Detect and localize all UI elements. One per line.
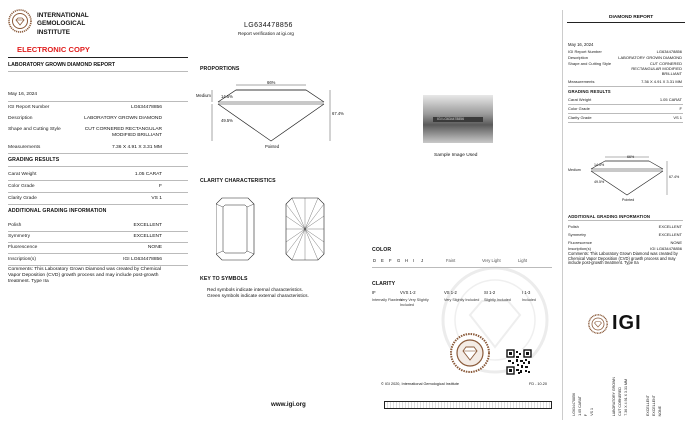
right-additional-0-label: Polish bbox=[568, 224, 579, 229]
proportions-diagram bbox=[196, 74, 346, 154]
institute-line2: GEMOLOGICAL bbox=[37, 20, 86, 28]
color-letter-E: E bbox=[381, 258, 384, 263]
website: www.igi.org bbox=[271, 401, 306, 408]
left-field-2-value: CUT CORNERED RECTANGULAR bbox=[84, 127, 162, 132]
institute-name bbox=[37, 12, 89, 37]
clarity-plot-diagrams bbox=[216, 196, 336, 262]
clarity-char-title: CLARITY CHARACTERISTICS bbox=[200, 178, 276, 184]
right-grading-1-label: Color Grade bbox=[568, 106, 590, 111]
left-field-1-value: LABORATORY GROWN DIAMOND bbox=[84, 116, 162, 121]
institute-line1: INTERNATIONAL bbox=[37, 12, 89, 19]
sample-inscription: IGI LG634478856 bbox=[437, 117, 464, 121]
right-grading-2-label: Clarity Grade bbox=[568, 115, 592, 120]
left-comments: Comments: This Laboratory Grown Diamond was created by Chemical Vapor Deposition (CVD) growth process and may include post-growth treatment. Type IIa bbox=[8, 267, 161, 284]
left-additional-2-label: Fluorescence bbox=[8, 245, 38, 250]
left-grading-0-label: Carat Weight bbox=[8, 172, 37, 177]
left-additional-1-value: EXCELLENT bbox=[133, 234, 162, 239]
left-additional-3-value: IGI LG634478856 bbox=[123, 257, 162, 262]
right-grading-2-value: VS 1 bbox=[673, 115, 682, 120]
right-field-3-value: 7.36 X 4.91 X 3.31 MM bbox=[641, 79, 682, 84]
color-letter-G: G bbox=[397, 258, 401, 263]
right-grading-0 bbox=[568, 97, 682, 102]
report-stub bbox=[572, 344, 687, 416]
color-scale bbox=[372, 257, 552, 266]
igi-round-seal bbox=[450, 333, 490, 373]
right-girdle: Medium bbox=[568, 168, 581, 172]
left-field-2-label: Shape and Cutting Style bbox=[8, 127, 61, 132]
color-letter-H: H bbox=[405, 258, 409, 263]
right-additional-3-value: IGI LG634478856 bbox=[650, 246, 682, 251]
left-field-3-value: MODIFIED BRILLIANT bbox=[111, 133, 162, 138]
left-field-4-value: 7.36 X 4.91 X 3.31 MM bbox=[111, 145, 162, 150]
right-field-1 bbox=[568, 55, 682, 60]
right-additional-0-value: EXCELLENT bbox=[658, 224, 682, 229]
color-group-0: Faint bbox=[446, 258, 456, 263]
left-additional-2-value: NONE bbox=[147, 245, 162, 250]
left-grading-0-value: 1.05 CARAT bbox=[134, 172, 162, 177]
clarity-scale bbox=[372, 290, 552, 314]
right-field-3-label: Measurements bbox=[568, 79, 595, 84]
clarity-desc-2: Very Slightly Included bbox=[444, 298, 480, 302]
left-additional-0-value: EXCELLENT bbox=[133, 223, 162, 228]
stub-text-1-2: 7.36 X 4.91 X 3.31 MM bbox=[624, 379, 628, 416]
clarity-desc-1: Very Very Slightly Included bbox=[400, 298, 429, 307]
stub-text-0-2: F bbox=[584, 413, 588, 416]
clarity-grade-0: IF bbox=[372, 290, 376, 295]
stub-text-2-1: EXCELLENT bbox=[652, 395, 656, 416]
left-field-1-label: Description bbox=[8, 116, 33, 121]
right-field-2-value: CUT CORNERED RECTANGULAR MODIFIED BRILLIANT bbox=[631, 61, 682, 76]
right-grading-1 bbox=[568, 106, 682, 111]
left-grading-2 bbox=[8, 196, 162, 201]
right-date: May 16, 2024 bbox=[568, 42, 594, 47]
left-additional-1-label: Symmetry bbox=[8, 234, 31, 239]
left-grading-2-label: Clarity Grade bbox=[8, 196, 37, 201]
left-additional-3 bbox=[8, 257, 162, 262]
left-field-2 bbox=[8, 127, 162, 132]
stub-text-0-1: 1.05 CARAT bbox=[578, 396, 582, 416]
key-title: KEY TO SYMBOLS bbox=[200, 276, 248, 282]
left-field-1 bbox=[8, 116, 162, 121]
left-additional-3-label: Inscription(s) bbox=[8, 257, 36, 262]
clarity-grade-1: VVS 1-2 bbox=[400, 290, 416, 295]
left-field-4-label: Measurements bbox=[8, 145, 41, 150]
left-field-4 bbox=[8, 145, 162, 150]
report-number-top: LG634478856 bbox=[244, 22, 293, 29]
right-grading-0-value: 1.05 CARAT bbox=[659, 97, 682, 102]
right-field-2 bbox=[568, 61, 682, 76]
right-field-0 bbox=[568, 49, 682, 54]
left-field-0 bbox=[8, 105, 162, 110]
clarity-desc-3: Slightly Included bbox=[484, 298, 511, 302]
right-title: DIAMOND REPORT bbox=[609, 15, 654, 20]
right-pavilion-pct: 49.5% bbox=[594, 180, 605, 184]
qr-code[interactable] bbox=[506, 349, 532, 375]
culet-label: Pointed bbox=[265, 144, 280, 149]
girdle-label: Medium bbox=[196, 93, 211, 98]
color-group-2: Light bbox=[518, 258, 528, 263]
right-additional-3-label: Inscription(s) bbox=[568, 246, 591, 251]
table-pct: 66% bbox=[267, 80, 276, 85]
left-grading-1-value: F bbox=[159, 184, 162, 189]
right-comments: Comments: This Laboratory Grown Diamond was created by Chemical Vapor Deposition (CVD) growth process and may include post-growth treatment. Type IIa bbox=[568, 251, 678, 266]
copyright: © IGI 2020, International Gemological Institute bbox=[381, 382, 459, 386]
color-letter-J: J bbox=[421, 258, 424, 263]
right-field-1-value: LABORATORY GROWN DIAMOND bbox=[618, 55, 682, 60]
right-additional-title: ADDITIONAL GRADING INFORMATION bbox=[568, 214, 651, 219]
right-additional-1 bbox=[568, 232, 682, 237]
igi-seal-icon bbox=[8, 9, 32, 33]
clarity-grade-3: SI 1-2 bbox=[484, 290, 496, 295]
form-code: FD - 10.20 bbox=[529, 382, 547, 386]
report-title: LABORATORY GROWN DIAMOND REPORT bbox=[8, 62, 116, 68]
left-additional-1 bbox=[8, 234, 162, 239]
igi-logo-seal bbox=[8, 9, 32, 33]
left-field-0-label: IGI Report Number bbox=[8, 105, 50, 110]
stub-text-1-1: CUT CORNERED bbox=[618, 387, 622, 416]
key-line1: Red symbols indicate internal characteristics. bbox=[207, 288, 303, 293]
right-grading-2 bbox=[568, 115, 682, 120]
electronic-copy-label: ELECTRONIC COPY bbox=[17, 45, 90, 54]
left-grading-2-value: VS 1 bbox=[151, 196, 162, 201]
right-additional-2 bbox=[568, 240, 682, 245]
verification-text: Report verification at igi.org bbox=[238, 31, 294, 36]
right-culet: Pointed bbox=[622, 198, 635, 202]
left-field-3 bbox=[8, 133, 162, 138]
left-field-0-value: LG634478856 bbox=[130, 105, 162, 110]
right-additional-0 bbox=[568, 224, 682, 229]
left-additional-2 bbox=[8, 245, 162, 250]
stub-text-1-0: LABORATORY GROWN bbox=[612, 376, 616, 416]
key-line2: Green symbols indicate external characteristics. bbox=[207, 294, 309, 299]
color-letter-D: D bbox=[373, 258, 377, 263]
right-grading-0-label: Carat Weight bbox=[568, 97, 592, 102]
clarity-desc-4: Included bbox=[522, 298, 536, 302]
clarity-grade-4: I 1-3 bbox=[522, 290, 531, 295]
right-field-1-label: Description bbox=[568, 55, 589, 60]
right-field-3 bbox=[568, 79, 682, 84]
left-additional-title: ADDITIONAL GRADING INFORMATION bbox=[8, 208, 107, 214]
depth-pct: 67.4% bbox=[332, 111, 344, 116]
color-title: COLOR bbox=[372, 247, 392, 253]
right-table-pct: 66% bbox=[627, 155, 635, 159]
right-grading-title: GRADING RESULTS bbox=[568, 89, 611, 94]
right-additional-2-value: NONE bbox=[670, 240, 682, 245]
institute-line3: INSTITUTE bbox=[37, 28, 71, 36]
stub-text-2-2: NONE bbox=[658, 405, 662, 416]
right-additional-1-value: EXCELLENT bbox=[658, 232, 682, 237]
right-additional-2-label: Fluorescence bbox=[568, 240, 593, 245]
color-letter-I: I bbox=[413, 258, 415, 263]
pavilion-pct: 49.5% bbox=[221, 118, 233, 123]
clarity-desc-0: Internally Flawless bbox=[372, 298, 403, 302]
security-strip bbox=[384, 401, 552, 409]
left-grading-1 bbox=[8, 184, 162, 189]
right-field-2-label: Shape and Cutting Style bbox=[568, 61, 612, 66]
igi-logo-text: IGI bbox=[612, 312, 642, 334]
color-letter-F: F bbox=[389, 258, 392, 263]
stub-text-0-3: VS 1 bbox=[590, 408, 594, 416]
right-field-0-value: LG634478856 bbox=[656, 49, 682, 54]
proportions-title: PROPORTIONS bbox=[200, 66, 240, 72]
right-additional-1-label: Symmetry bbox=[568, 232, 586, 237]
stub-text-0-0: LG634478856 bbox=[572, 393, 576, 416]
clarity-title: CLARITY bbox=[372, 281, 396, 287]
right-crown-pct: 14.5% bbox=[594, 163, 605, 167]
sample-caption: Sample Image Used bbox=[434, 153, 478, 158]
crown-pct: 14.5% bbox=[221, 94, 233, 99]
left-grading-title: GRADING RESULTS bbox=[8, 157, 60, 163]
stub-text-2-0: EXCELLENT bbox=[646, 395, 650, 416]
left-additional-0 bbox=[8, 223, 162, 228]
right-depth-pct: 67.4% bbox=[669, 175, 680, 179]
left-grading-0 bbox=[8, 172, 162, 177]
left-additional-0-label: Polish bbox=[8, 223, 22, 228]
right-grading-1-value: F bbox=[679, 106, 682, 111]
left-grading-1-label: Color Grade bbox=[8, 184, 35, 189]
report-date: May 16, 2024 bbox=[8, 92, 38, 97]
igi-logo-icon bbox=[588, 314, 608, 334]
right-field-0-label: IGI Report Number bbox=[568, 49, 602, 54]
sample-image bbox=[423, 95, 493, 143]
color-group-1: Very Light bbox=[482, 258, 501, 263]
clarity-grade-2: VS 1-2 bbox=[444, 290, 457, 295]
